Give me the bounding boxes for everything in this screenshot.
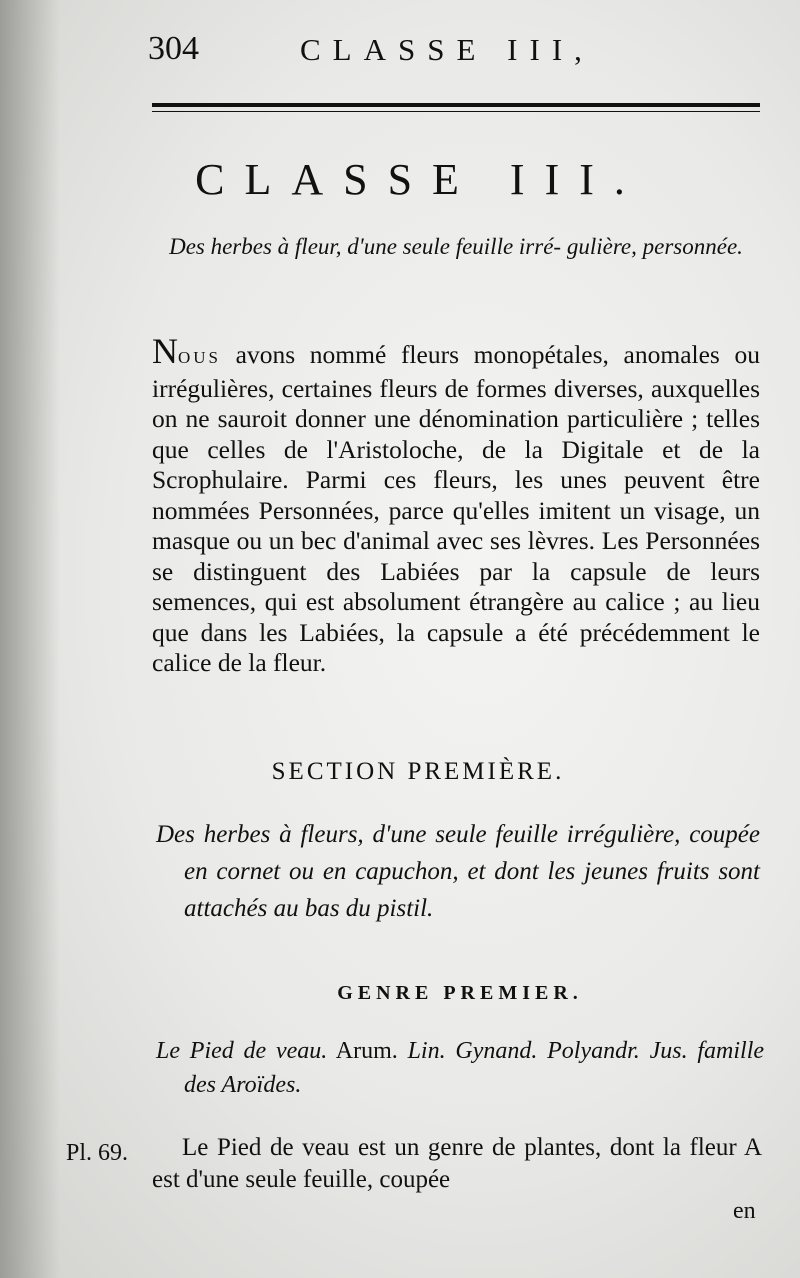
intro-text: avons nommé fleurs monopétales, anomales ou irrégulières, certaines fleurs de formes diverses, auxquelles on ne sauroit donner une dénomination particulière ; telles que celles de l'Aristoloche, de la Digitale et de la Scrophulaire. Parmi ces fleurs, les unes peuvent être nommées Personnées, parce qu'elles imitent un visage, un masque ou un bec d'animal avec ses lèvres. Les Personnées se distinguent des Labiées par la capsule de leurs semences, qui est absolument étrangère au calice ; au lieu que dans les Labiées, la capsule a été précédemment le calice de la fleur. (152, 340, 760, 677)
class-title: CLASSE III. (195, 155, 645, 204)
page-number: 304 (148, 30, 199, 67)
running-header (148, 30, 768, 74)
class-subtitle: Des herbes à fleur, d'une seule feuille irré- gulière, personnée. (169, 234, 743, 259)
genus-linnaeus: Lin. Gynand. Polyandr. (407, 1038, 640, 1064)
plate-reference: Pl. 69. (66, 1140, 129, 1166)
first-word-rest: OUS (178, 348, 222, 367)
header-rule-thin (152, 111, 760, 112)
drop-capital: N (152, 331, 178, 371)
genus-entry (156, 1034, 764, 1102)
running-title: CLASSE III, (300, 32, 594, 67)
section-heading: SECTION PREMIÈRE. (271, 758, 565, 785)
final-paragraph: Le Pied de veau est un genre de plantes, dont la fleur A est d'une seule feuille, coupée (152, 1134, 762, 1193)
genre-heading: GENRE PREMIER. (337, 982, 583, 1004)
intro-paragraph (152, 331, 760, 679)
section-subtitle: Des herbes à fleurs, d'une seule feuille irrégulière, coupée en cornet ou en capuchon, et dont les jeunes fruits sont attachés au bas du pistil. (156, 821, 760, 922)
genus-name: Le Pied de veau. (156, 1038, 328, 1064)
header-rule-thick (152, 103, 760, 107)
genus-latin: Arum. (335, 1038, 398, 1064)
genus-jussieu: Jus. famille des Aroïdes. (184, 1038, 765, 1098)
catchword: en (733, 1198, 756, 1224)
